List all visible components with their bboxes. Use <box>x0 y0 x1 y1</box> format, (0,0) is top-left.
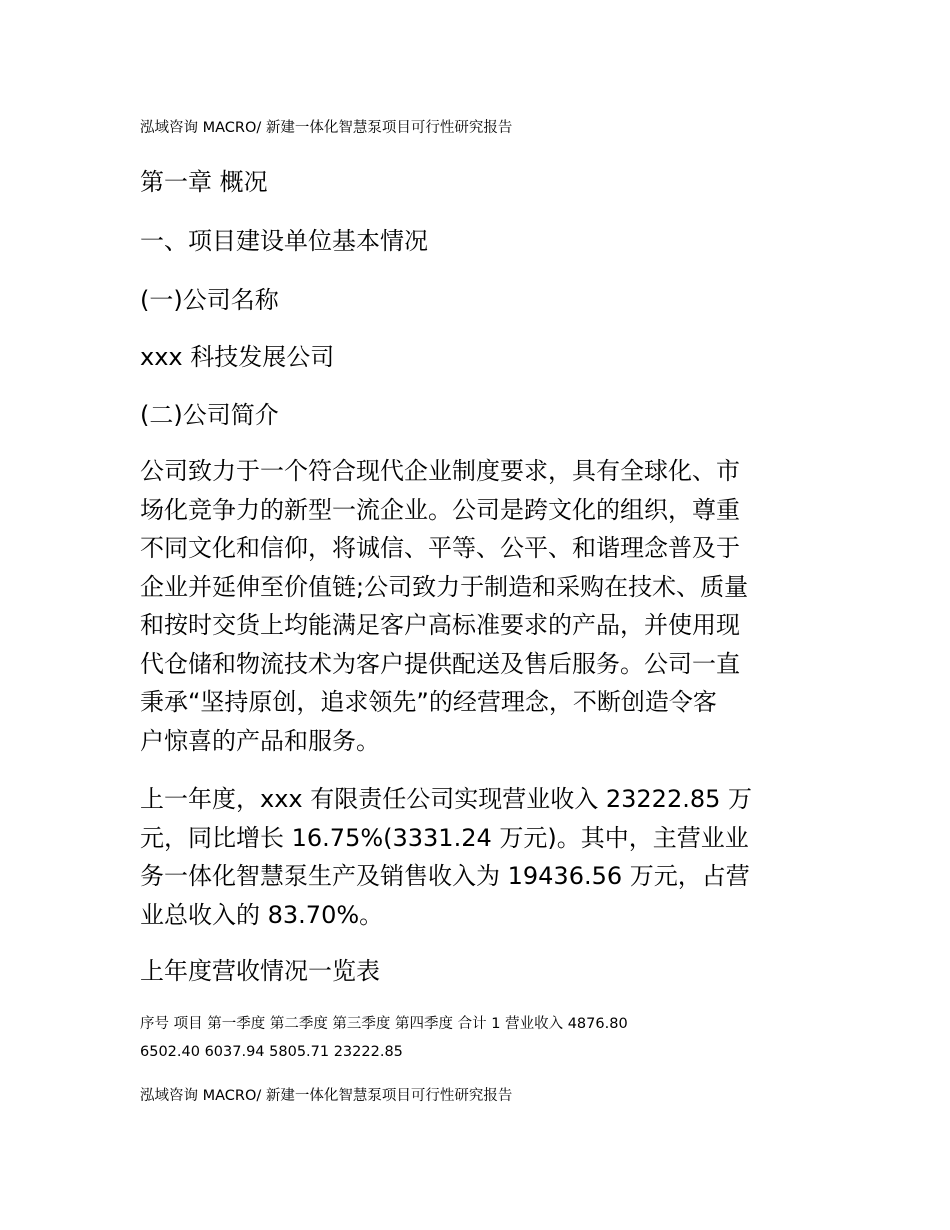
company-name: xxx 科技发展公司 <box>140 343 335 371</box>
page-footer: 泓域咨询 MACRO/ 新建一体化智慧泵项目可行性研究报告 <box>140 1088 513 1104</box>
paragraph-line: 和按时交货上均能满足客户高标准要求的产品，并使用现 <box>140 611 740 639</box>
paragraph-line: 公司致力于一个符合现代企业制度要求，具有全球化、市 <box>140 457 740 485</box>
page-header: 泓域咨询 MACRO/ 新建一体化智慧泵项目可行性研究报告 <box>140 120 513 136</box>
paragraph-line: 户惊喜的产品和服务。 <box>140 726 380 755</box>
revenue-table-text <box>140 1010 820 1066</box>
revenue-paragraph <box>140 780 810 934</box>
paragraph-line: 务一体化智慧泵生产及销售收入为 19436.56 万元，占营 <box>140 862 750 890</box>
paragraph-line: 秉承“坚持原创，追求领先”的经营理念，不断创造令客 <box>140 688 717 716</box>
subsection-company-intro-title: (二)公司简介 <box>140 401 279 429</box>
paragraph-line: 业总收入的 83.70%。 <box>140 900 384 929</box>
table-line: 6502.40 6037.94 5805.71 23222.85 <box>140 1044 403 1060</box>
company-intro-paragraph <box>140 452 810 760</box>
paragraph-line: 企业并延伸至价值链;公司致力于制造和采购在技术、质量 <box>140 572 749 601</box>
table-line: 序号 项目 第一季度 第二季度 第三季度 第四季度 合计 1 营业收入 4876.80 <box>140 1016 628 1032</box>
chapter-title: 第一章 概况 <box>140 168 268 196</box>
paragraph-line: 代仓储和物流技术为客户提供配送及售后服务。公司一直 <box>140 649 740 678</box>
table-title: 上年度营收情况一览表 <box>140 957 380 985</box>
paragraph-line: 元，同比增长 16.75%(3331.24 万元)。其中，主营业业 <box>140 823 749 852</box>
paragraph-line: 不同文化和信仰，将诚信、平等、公平、和谐理念普及于 <box>140 534 740 562</box>
paragraph-line: 场化竞争力的新型一流企业。公司是跨文化的组织，尊重 <box>140 495 740 524</box>
paragraph-line: 上一年度，xxx 有限责任公司实现营业收入 23222.85 万 <box>140 785 753 813</box>
subsection-company-name-title: (一)公司名称 <box>140 286 279 314</box>
section-title: 一、项目建设单位基本情况 <box>140 227 428 255</box>
